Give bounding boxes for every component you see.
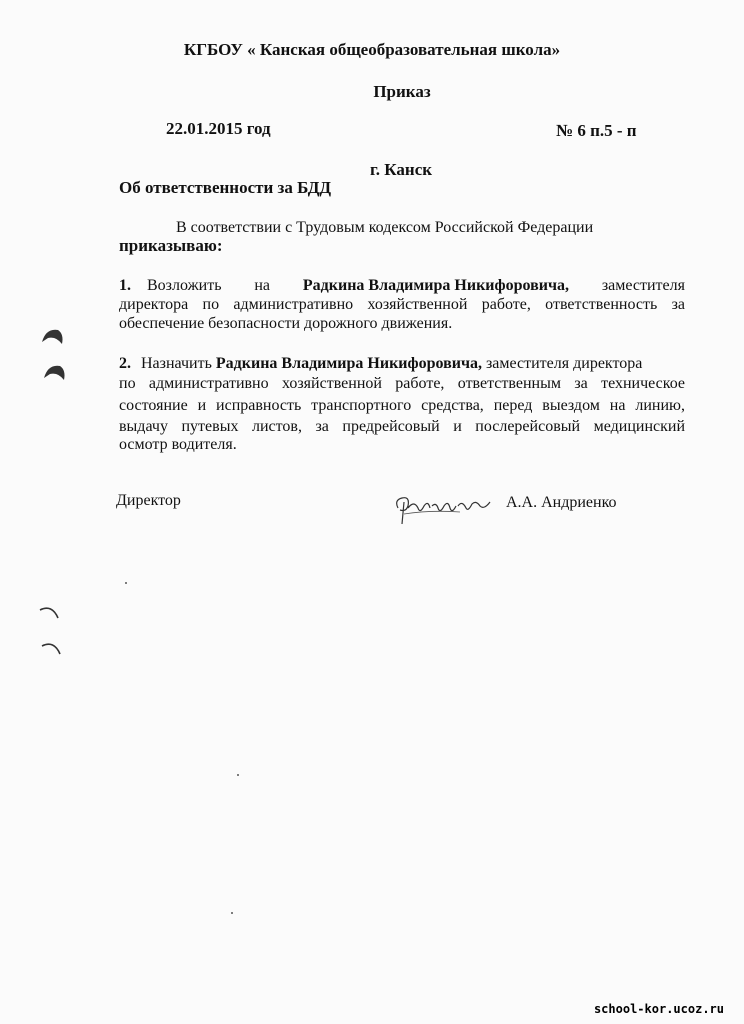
item2-verb: Назначить: [141, 355, 212, 372]
document-type: Приказ: [373, 82, 431, 101]
item2-line4: выдачу путевых листов, за предрейсовый и послерейсовый медицинский: [119, 418, 685, 435]
document-city: г. Канск: [370, 160, 433, 179]
punch-hole-mark: [40, 326, 66, 348]
item1-first-line: [119, 277, 685, 295]
document-subject: Об ответственности за БДД: [119, 178, 332, 197]
item1-number: 1.: [119, 277, 131, 294]
item2-line2: по административно хозяйственной работе, ответственным за техническое: [119, 375, 685, 392]
item2-number: 2.: [119, 355, 131, 372]
item1-line2: директора по административно хозяйственной работе, ответственность за: [119, 296, 685, 313]
handwritten-signature: [390, 480, 500, 540]
director-name: А.А. Андриенко: [506, 494, 617, 511]
item2-person-name: Радкина Владимира Никифоровича,: [215, 355, 482, 372]
punch-hole-arc: [38, 604, 62, 622]
item2-line3: состояние и исправность транспортного средства, перед выездом на линию,: [119, 397, 685, 414]
punch-hole-arc: [40, 640, 64, 658]
item1-prep: на: [254, 277, 271, 294]
organization-name: КГБОУ « Канская общеобразовательная школа»: [183, 40, 561, 59]
item2-first-line: [119, 355, 685, 373]
scan-speck: [231, 912, 233, 914]
intro-paragraph: В соответствии с Трудовым кодексом Российской Федерации: [176, 219, 594, 236]
item1-person-name: Радкина Владимира Никифоровича,: [302, 277, 569, 294]
document-date: 22.01.2015 год: [166, 119, 271, 138]
punch-hole-mark: [42, 362, 68, 384]
item2-role: заместителя директора: [485, 355, 643, 372]
scan-speck: [237, 774, 239, 776]
item1-line3: обеспечение безопасности дорожного движения.: [119, 315, 453, 332]
item1-role: заместителя: [601, 277, 685, 294]
source-website: school-kor.ucoz.ru: [593, 1002, 724, 1016]
director-title: Директор: [116, 492, 181, 509]
scan-speck: [125, 582, 127, 584]
item1-verb: Возложить: [147, 277, 222, 294]
document-number: № 6 п.5 - п: [556, 121, 637, 140]
item2-line5: осмотр водителя.: [119, 436, 237, 453]
order-word: приказываю:: [119, 236, 223, 255]
